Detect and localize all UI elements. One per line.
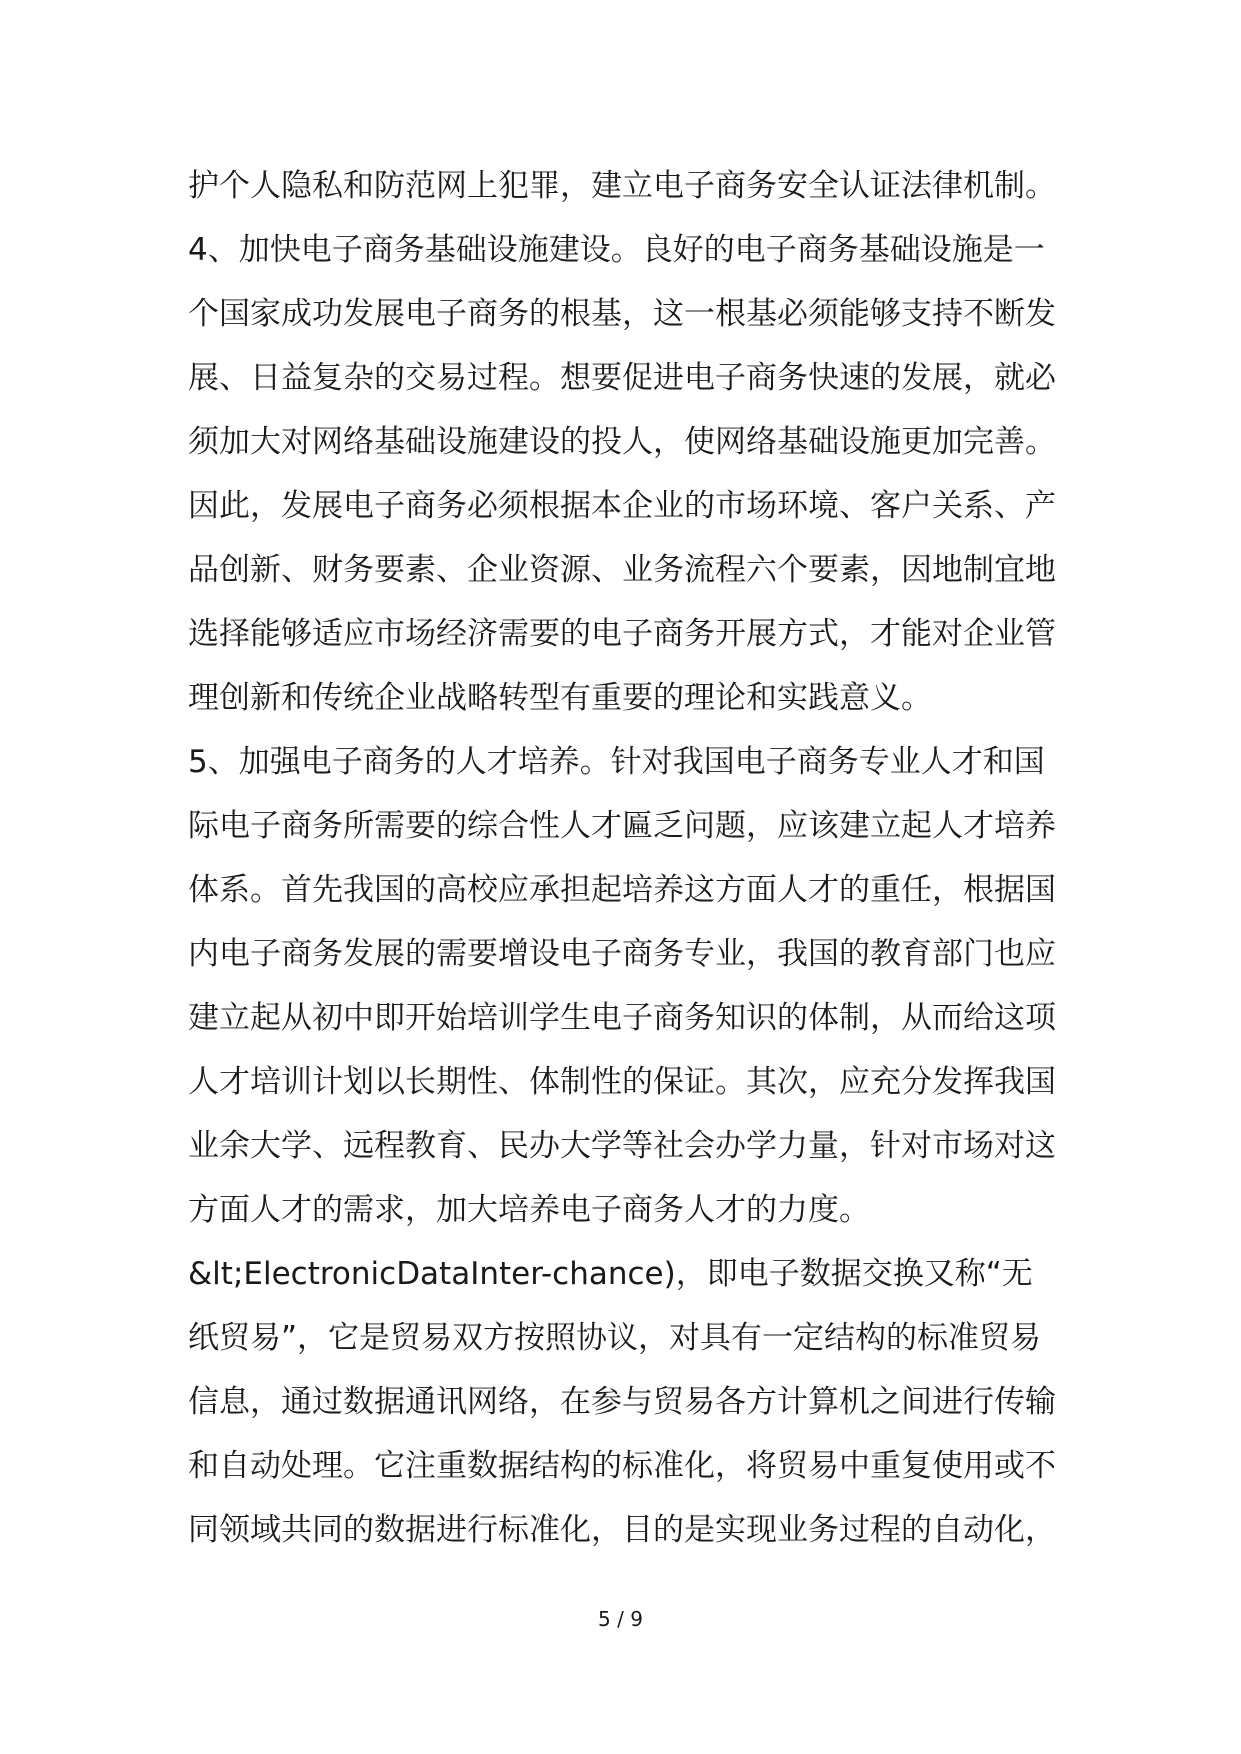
text-line: 品创新、财务要素、企业资源、业务流程六个要素，因地制宜地 (188, 552, 1056, 588)
text-line: 个国家成功发展电子商务的根基，这一根基必须能够支持不断发 (188, 296, 1056, 332)
text-line: 信息，通过数据通讯网络，在参与贸易各方计算机之间进行传输 (188, 1384, 1056, 1420)
text-line: 选择能够适应市场经济需要的电子商务开展方式，才能对企业管 (188, 616, 1056, 652)
text-line: 4、加快电子商务基础设施建设。良好的电子商务基础设施是一 (188, 232, 1045, 268)
text-line: &lt;ElectronicDataInter-chance)，即电子数据交换又称“无 (188, 1256, 1033, 1292)
text-line: 内电子商务发展的需要增设电子商务专业，我国的教育部门也应 (188, 936, 1056, 972)
text-line: 人才培训计划以长期性、体制性的保证。其次，应充分发挥我国 (188, 1064, 1056, 1100)
text-line: 因此，发展电子商务必须根据本企业的市场环境、客户关系、产 (188, 488, 1056, 524)
text-line: 建立起从初中即开始培训学生电子商务知识的体制，从而给这项 (188, 1000, 1056, 1036)
text-line: 业余大学、远程教育、民办大学等社会办学力量，针对市场对这 (188, 1128, 1056, 1164)
body-text (188, 154, 1068, 1562)
text-line: 际电子商务所需要的综合性人才匾乏问题，应该建立起人才培养 (188, 808, 1056, 844)
text-line: 展、日益复杂的交易过程。想要促进电子商务快速的发展，就必 (188, 360, 1056, 396)
text-line: 5、加强电子商务的人才培养。针对我国电子商务专业人才和国 (188, 744, 1045, 780)
text-line: 纸贸易”，它是贸易双方按照协议，对具有一定结构的标准贸易 (188, 1320, 1042, 1356)
text-line: 和自动处理。它注重数据结构的标准化，将贸易中重复使用或不 (188, 1448, 1056, 1484)
text-line: 理创新和传统企业战略转型有重要的理论和实践意义。 (188, 680, 932, 716)
text-line: 须加大对网络基础设施建设的投人，使网络基础设施更加完善。 (188, 424, 1056, 460)
text-line: 护个人隐私和防范网上犯罪，建立电子商务安全认证法律机制。 (188, 168, 1056, 204)
text-line: 体系。首先我国的高校应承担起培养这方面人才的重任，根据国 (188, 872, 1056, 908)
text-line: 同领域共同的数据进行标准化，目的是实现业务过程的自动化， (188, 1512, 1056, 1548)
text-line: 方面人才的需求，加大培养电子商务人才的力度。 (188, 1192, 870, 1228)
page-number: 5 / 9 (598, 1607, 643, 1631)
